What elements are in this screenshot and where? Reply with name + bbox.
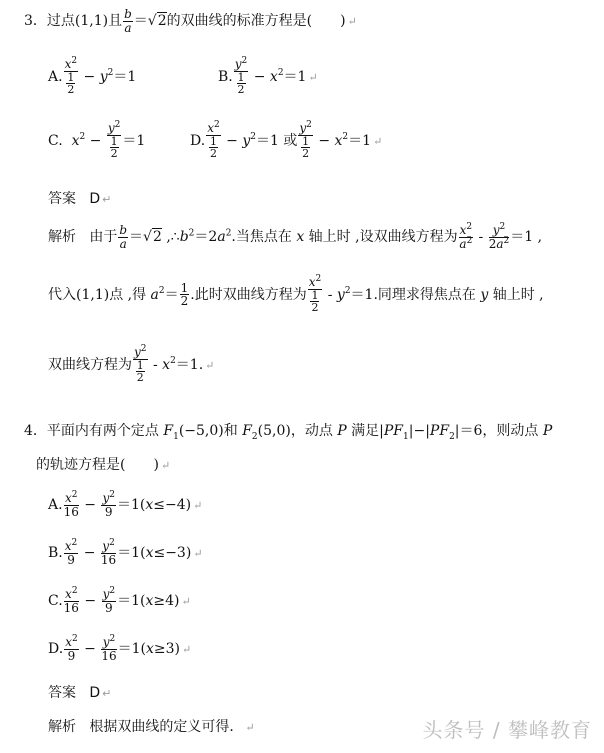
q4-analysis-label: 解析 (48, 719, 76, 735)
q3-option-b: B. $\frac{y^2}{\frac{1}{2}}$ − $x^2=1$ ↵ (218, 56, 318, 97)
q3-analysis-line-2: 代入(1,1)点 ,得 $a^2=$ $\frac{1}{2}$ .此时双曲线方程为 $\frac{x^2}{\frac{1}{2}}$ - $y^2=1$.同理求得焦点在 y 轴上时 , (48, 274, 544, 315)
q4-stem-line-2: 的轨迹方程是( ) ↵ (36, 457, 171, 473)
q3-analysis-line-1: 解析 由于 $\frac{b}{a}$ ＝√2 $,\therefore b^2=2a^2$.当焦点在 x 轴上时 ,设双曲线方程为 $\frac{x^2}{a^2}$ - $\frac{y^2}{2a^2}$ ＝1 , (48, 222, 543, 251)
q3-answer: 答案 D ↵ (48, 191, 112, 207)
q4-option-a: A. $\frac{x^2}{16}$ − $\frac{y^2}{9}$ ＝1(x≤−4) ↵ (48, 490, 203, 519)
q4-option-d: D. $\frac{x^2}{9}$ − $\frac{y^2}{16}$ ＝1(x≥3) ↵ (48, 634, 192, 663)
watermark: 头条号 / 攀峰教育 (422, 718, 592, 742)
q3-option-d: D. $\frac{x^2}{\frac{1}{2}}$ − $y^2=1$ 或 $\frac{y^2}{\frac{1}{2}}$ − $x^2=1$ ↵ (190, 120, 383, 161)
q4-option-c: C. $\frac{x^2}{16}$ − $\frac{y^2}{9}$ ＝1(x≥4) ↵ (48, 586, 191, 615)
q3-stem: 3．过点(1,1)且 $\frac{b}{a}$ ＝√2的双曲线的标准方程是( ) ↵ (24, 7, 357, 35)
q4-analysis: 解析 根据双曲线的定义可得． ↵ (48, 719, 255, 735)
q3-option-a: A. $\frac{x^2}{\frac{1}{2}}$ − $y^2=1$ (48, 56, 137, 97)
q4-stem-line-1: 4．平面内有两个定点 $F_1(-5,0)$和 $F_2(5,0)$，动点 P 满足$|PF_1|-|PF_2|=6$，则动点 P (24, 423, 553, 442)
q3-analysis-line-3: 双曲线方程为 $\frac{y^2}{\frac{1}{2}}$ - $x^2=1$. ↵ (48, 344, 215, 385)
q3-option-c: C. $x^2$ − $\frac{y^2}{\frac{1}{2}}$ ＝1 (48, 120, 146, 161)
q4-answer: 答案 D ↵ (48, 685, 112, 701)
q3-analysis-label: 解析 (48, 229, 76, 246)
q4-option-b: B. $\frac{x^2}{9}$ − $\frac{y^2}{16}$ ＝1(x≤−3) ↵ (48, 538, 203, 567)
